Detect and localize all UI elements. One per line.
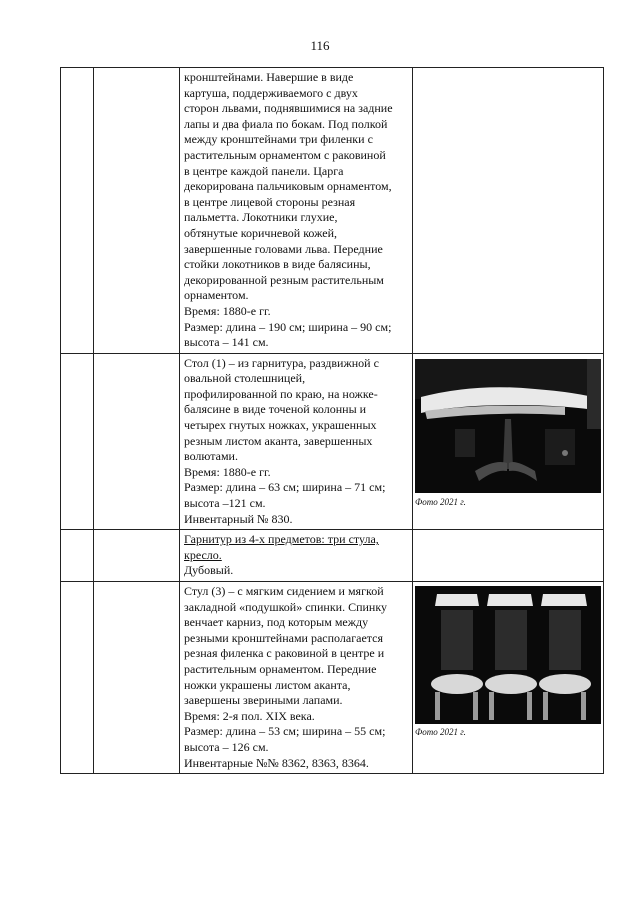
inventory-number: Инвентарные №№ 8362, 8363, 8364.: [184, 755, 369, 770]
description-line: завершенные головами льва. Передние: [184, 241, 383, 256]
time-line: Время: 1880-е гг.: [184, 303, 271, 318]
name-cell: [94, 530, 180, 582]
number-cell: [61, 353, 94, 530]
material-line: Дубовый.: [184, 563, 234, 578]
description-line: стойки локотников в виде балясины,: [184, 257, 371, 272]
photo-cell: [413, 582, 604, 774]
size-line: высота –121 см.: [184, 496, 266, 511]
size-line: высота – 141 см.: [184, 335, 269, 350]
description-line: резными кронштейнами располагается: [184, 630, 384, 645]
description-line: Стол (1) – из гарнитура, раздвижной с: [184, 355, 379, 370]
set-heading: Гарнитур из 4-х предметов: три стула,: [184, 532, 379, 547]
number-cell: [61, 68, 94, 354]
inventory-number: Инвентарный № 830.: [184, 511, 293, 526]
size-line: Размер: длина – 63 см; ширина – 71 см;: [184, 480, 386, 495]
description-line: ножки украшены листом аканта,: [184, 677, 351, 692]
table-row: [61, 68, 604, 354]
description-line: завершены звериными лапами.: [184, 693, 343, 708]
time-line: Время: 2-я пол. XIX века.: [184, 708, 315, 723]
description-line: лапы и два фиала по бокам. Под полкой: [184, 116, 388, 131]
description-line: резным листом аканта, завершенных: [184, 433, 373, 448]
description-line: растительным орнаментом с раковиной: [184, 147, 386, 162]
size-line: Размер: длина – 53 см; ширина – 55 см;: [184, 724, 386, 739]
description-line: Стул (3) – с мягким сидением и мягкой: [184, 584, 384, 598]
time-line: Время: 1880-е гг.: [184, 464, 271, 479]
description-cell: [180, 68, 413, 354]
name-cell: [94, 68, 180, 354]
description-line: овальной столешницей,: [184, 371, 306, 386]
name-cell: [94, 582, 180, 774]
inventory-table: [60, 67, 604, 774]
description-line: балясине в виде точеной колонны и: [184, 402, 367, 417]
description-cell: [180, 353, 413, 530]
table-row: [61, 353, 604, 530]
photo-caption: Фото 2021 г.: [415, 727, 466, 737]
name-cell: [94, 353, 180, 530]
description-cell: [180, 530, 413, 582]
table-photo: [415, 359, 601, 493]
description-line: между кронштейнами три филенки с: [184, 132, 373, 147]
description-line: сторон львами, поднявшимися на задние: [184, 101, 393, 116]
photo-cell: [413, 353, 604, 530]
description-line: кронштейнами. Навершие в виде: [184, 70, 354, 84]
description-line: в центре лицевой стороны резная: [184, 194, 356, 209]
number-cell: [61, 530, 94, 582]
description-line: растительным орнаментом. Передние: [184, 661, 377, 676]
set-heading: кресло.: [184, 547, 222, 562]
description-line: в центре каждой панели. Царга: [184, 163, 344, 178]
page-number: 116: [310, 38, 330, 53]
description-line: резная филенка с раковиной в центре и: [184, 646, 385, 661]
description-line: декорирована пальчиковым орнаментом,: [184, 179, 392, 194]
size-line: высота – 126 см.: [184, 739, 269, 754]
number-cell: [61, 582, 94, 774]
description-line: венчает карниз, под которым между: [184, 615, 369, 630]
description-line: декорированной резным растительным: [184, 272, 384, 287]
description-line: обтянутые коричневой кожей,: [184, 225, 337, 240]
table-row: [61, 530, 604, 582]
description-line: волютами.: [184, 449, 238, 464]
description-line: четырех гнутых ножках, украшенных: [184, 418, 377, 433]
size-line: Размер: длина – 190 см; ширина – 90 см;: [184, 319, 392, 334]
description-line: пальметта. Локотники глухие,: [184, 210, 338, 225]
chairs-photo: [415, 586, 601, 724]
photo-cell: [413, 530, 604, 582]
description-line: картуша, поддерживаемого с двух: [184, 85, 358, 100]
photo-cell: [413, 68, 604, 354]
description-line: профилированной по краю, на ножке-: [184, 386, 378, 401]
description-line: орнаментом.: [184, 288, 249, 303]
description-line: закладной «подушкой» спинки. Спинку: [184, 599, 387, 614]
photo-caption: Фото 2021 г.: [415, 496, 466, 507]
table-row: [61, 582, 604, 774]
description-cell: [180, 582, 413, 774]
